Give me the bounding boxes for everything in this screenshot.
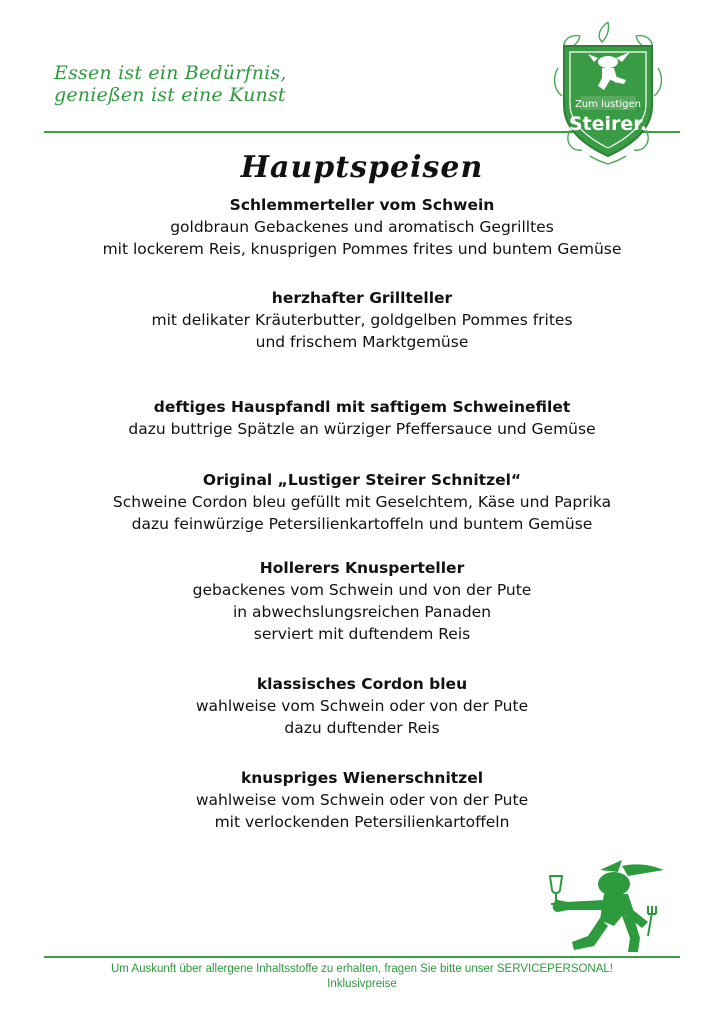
- dish-name: Original „Lustiger Steirer Schnitzel“: [202, 471, 522, 489]
- dish-description: wahlweise vom Schwein oder von der Pute: [195, 791, 529, 809]
- dish-cordon-bleu: [0, 673, 724, 739]
- bottom-divider: [44, 956, 680, 958]
- fork-icon: [648, 906, 656, 936]
- dish-name: klassisches Cordon bleu: [256, 675, 468, 693]
- price-note: Inklusivpreise: [327, 978, 397, 990]
- dish-description: gebackenes vom Schwein und von der Pute: [192, 581, 532, 599]
- dish-description: mit verlockenden Petersilienkartoffeln: [214, 813, 510, 831]
- dish-steirer-schnitzel: [0, 469, 724, 535]
- dish-description: wahlweise vom Schwein oder von der Pute: [195, 697, 529, 715]
- logo-line-1: Zum lustigen: [575, 99, 641, 110]
- dish-description: dazu duftender Reis: [284, 719, 440, 737]
- dish-description: dazu feinwürzige Petersilienkartoffeln und buntem Gemüse: [131, 515, 593, 533]
- slogan-line-2: genießen ist eine Kunst: [54, 84, 286, 106]
- dish-knusperteller: [0, 557, 724, 645]
- dish-name: deftiges Hauspfandl mit saftigem Schweinefilet: [153, 398, 571, 416]
- wine-glass-icon: [550, 876, 562, 904]
- footer: [0, 962, 724, 992]
- dish-wienerschnitzel: [0, 767, 724, 833]
- slogan: [54, 62, 354, 106]
- dish-schlemmerteller: [0, 194, 724, 260]
- dish-name: Schlemmerteller vom Schwein: [229, 196, 495, 214]
- dish-name: knuspriges Wienerschnitzel: [240, 769, 484, 787]
- page-title: Hauptspeisen: [240, 150, 484, 185]
- dish-description: Schweine Cordon bleu gefüllt mit Geselchtem, Käse und Paprika: [112, 493, 612, 511]
- dish-hauspfandl: [0, 396, 724, 440]
- steirer-crest-logo: [550, 18, 666, 166]
- dish-description: mit lockerem Reis, knusprigen Pommes frites und buntem Gemüse: [102, 240, 622, 258]
- dish-name: herzhafter Grillteller: [271, 289, 453, 307]
- dish-description: und frischem Marktgemüse: [255, 333, 469, 351]
- allergen-note: Um Auskunft über allergene Inhaltsstoffe zu erhalten, fragen Sie bitte unser SERVICEPERSONAL!: [110, 963, 613, 975]
- dish-description: goldbraun Gebackenes und aromatisch Gegrilltes: [170, 218, 554, 236]
- slogan-line-1: Essen ist ein Bedürfnis,: [54, 62, 287, 84]
- dish-name: Hollerers Knusperteller: [259, 559, 465, 577]
- dish-description: in abwechslungsreichen Panaden: [232, 603, 492, 621]
- dish-grillteller: [0, 287, 724, 353]
- dish-description: serviert mit duftendem Reis: [253, 625, 471, 643]
- steirer-mascot-icon: [544, 856, 676, 956]
- dish-description: mit delikater Kräuterbutter, goldgelben Pommes frites: [151, 311, 573, 329]
- dish-description: dazu buttrige Spätzle an würziger Pfeffersauce und Gemüse: [128, 420, 596, 438]
- logo-line-2: Steirer.: [568, 113, 648, 135]
